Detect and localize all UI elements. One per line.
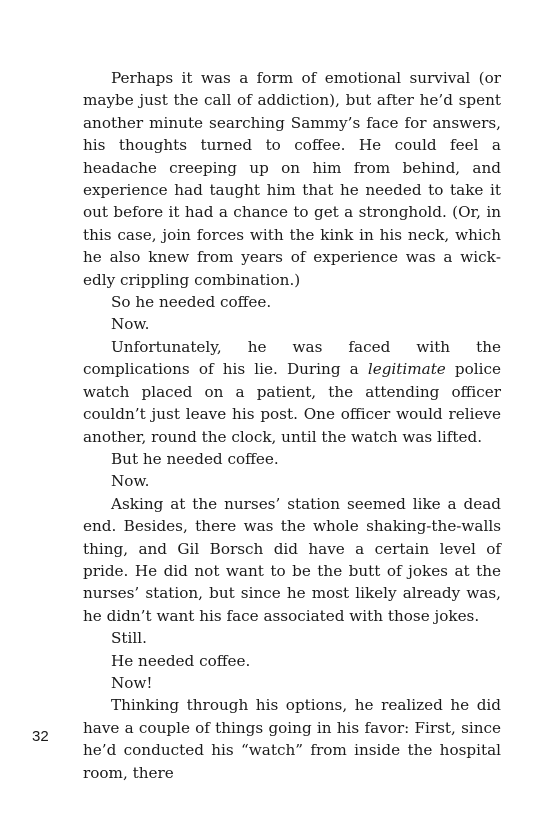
paragraph — [83, 627, 501, 649]
paragraph — [83, 493, 501, 627]
text-run: Asking at the nurses’ station seemed like a dead end. Besides, there was the whole shaking-the-walls thing, and Gil Borsch did have a certain level of pride. He did not want to be the butt of jokes at the nurses’ station, but since he most likely already was, he didn’t want his face associated with those jokes. — [83, 494, 501, 625]
text-run: Still. — [111, 629, 147, 648]
paragraph — [83, 448, 501, 470]
paragraph — [83, 313, 501, 335]
text-run: police watch placed on a patient, the attending officer couldn’t just leave his post. One officer would relieve another, round the clock, until the watch was lifted. — [83, 360, 501, 446]
body-text — [83, 67, 501, 784]
paragraph — [83, 672, 501, 694]
text-run: He needed coffee. — [111, 651, 251, 670]
text-run: Unfortunately, he was faced with the complications of his lie. During a — [83, 337, 501, 379]
text-run: Now. — [111, 472, 150, 491]
paragraph — [83, 336, 501, 448]
text-run: Now! — [111, 673, 153, 692]
paragraph — [83, 470, 501, 492]
paragraph — [83, 650, 501, 672]
text-run: Now. — [111, 315, 150, 334]
paragraph — [83, 694, 501, 784]
page-number: 32 — [32, 728, 49, 745]
text-run: But he needed coffee. — [111, 449, 279, 468]
paragraph — [83, 291, 501, 313]
text-run: So he needed coffee. — [111, 293, 272, 312]
text-run: Perhaps it was a form of emotional survival (or maybe just the call of addiction), but after he’d spent another minute searching Sammy’s face for answers, his thoughts turned to coffee. He could feel a headache creeping up on him from behind, and experience had taught him that he needed to take it out before it had a chance to get a stronghold. (Or, in this case, join forces with the kink in his neck, which he also knew from years of experience was a wickedly crippling combination.) — [83, 69, 501, 289]
italic-text: legitimate — [367, 360, 446, 379]
paragraph — [83, 67, 501, 291]
text-run: Thinking through his options, he realized he did have a couple of things going in his favor: First, since he’d conducted his “watch” from inside the hospital room, there — [83, 696, 501, 782]
